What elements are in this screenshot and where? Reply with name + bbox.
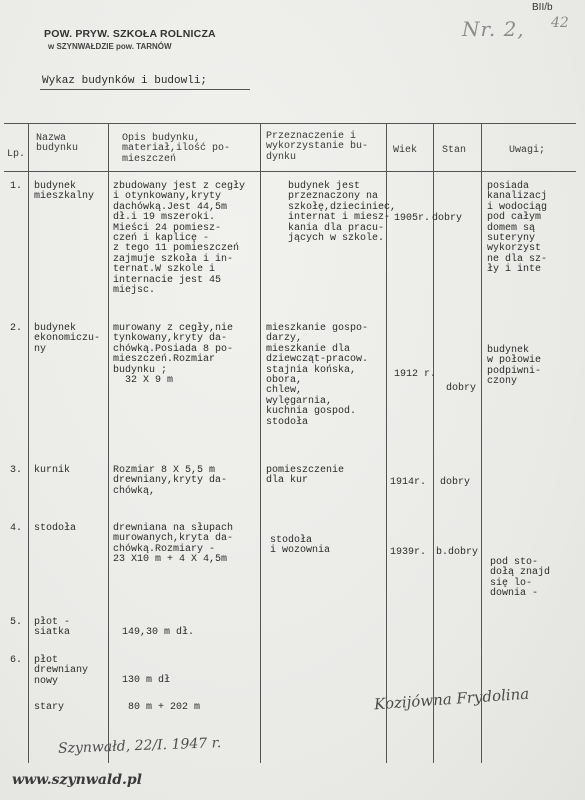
column-header-age: Wiek [393,145,418,156]
row-2-notes: budynek w połowie podpiwni- czony [487,345,542,388]
row-2-state: dobry [446,383,477,394]
title-underline [40,89,250,90]
row-4-notes: pod sto- dołą znajd się lo- downia - [490,557,551,600]
row-2-age: 1912 r. [394,369,437,380]
page-number: 42 [551,15,569,31]
row-1-name: budynek mieszkalny [34,181,95,203]
row-1-purpose: budynek jest przeznaczony na szkołę,dzieciniec, internat i miesz- kania dla pracu- jących w szkole. [288,181,397,245]
row-2-lp: 2. [10,323,23,334]
row-6-name: płot drewniany nowy [34,655,89,687]
row-5-lp: 5. [10,617,23,628]
row-6-lp: 6. [10,655,23,666]
column-divider [108,123,109,763]
row-2-purpose: mieszkanie gospo- darzy, mieszkanie dla dziewcząt-pracow. stajnia końska, obora, chlew, wylęgarnia, kuchnia gospod. stodoła [266,323,369,428]
row-1-lp: 1. [10,181,23,192]
row-2-description: murowany z cegły,nie tynkowany,kryty da- chówką.Posiada 8 po- mieszczeń.Rozmiar budynku ; 32 X 9 m [113,323,234,387]
row-3-state: dobry [440,477,471,488]
row-1-age: 1905r. [394,213,431,224]
column-header-lp: Lp. [7,149,26,160]
table-header-divider [4,171,576,172]
handwritten-date: Szynwałd, 22/I. 1947 r. [57,735,222,757]
row-5-description: 149,30 m dł. [122,627,195,638]
page-title: Wykaz budynków i budowli; [42,75,208,87]
row-4-age: 1939r. [390,547,427,558]
row-4-state: b.dobry [436,547,479,558]
school-stamp-name: POW. PRYW. SZKOŁA ROLNICZA [44,28,216,40]
row-2-name: budynek ekonomiczu- ny [34,323,101,355]
column-header-name: Nazwa budynku [36,133,79,155]
column-header-notes: Uwagi; [509,145,546,156]
row-3-age: 1914r. [390,477,427,488]
document-number: Nr. 2, [462,17,525,41]
column-divider [481,123,482,763]
row-4-lp: 4. [10,523,23,534]
school-stamp-location: w SZYNWAŁDZIE pow. TARNÓW [48,42,172,51]
column-header-description: Opis budynku, materiał,ilość po- mieszczeń [122,133,231,165]
row-3-lp: 3. [10,465,23,476]
row-5-name: płot - siatka [34,617,71,639]
column-divider [260,123,261,763]
row-6-description: 130 m dł [122,675,171,686]
row-1-notes: posiada kanalizacj i wodociąg pod całym domem są suteryny wykorzyst ne dla sz- ły i inte [487,181,548,276]
row-1-state: dobry [432,213,463,224]
table-top-border [4,123,576,124]
row-4-name: stodoła [34,523,77,534]
row-3-purpose: pomieszczenie dla kur [266,465,345,487]
row-7-description: 80 m + 202 m [128,702,201,713]
handwritten-signature: Kozijówna Frydolina [373,684,530,714]
row-3-description: Rozmiar 8 X 5,5 m drewniany,kryty da- chówką, [113,465,228,497]
column-divider [28,123,29,763]
archive-corner-mark: BII/b [532,2,553,13]
row-4-purpose: stodoła i wozownia [270,535,331,557]
row-4-description: drewniana na słupach murowanych,kryta da- chówką.Rozmiary - 23 X10 m + 4 X 4,5m [113,523,234,566]
row-3-name: kurnik [34,465,71,476]
column-header-purpose: Przeznaczenie i wykorzystanie bu- dynku [266,131,369,163]
row-7-name: stary [34,702,65,713]
column-header-state: Stan [442,145,467,156]
website-watermark: www.szynwald.pl [12,772,142,788]
row-1-description: zbudowany jest z cegły i otynkowany,kryty dachówką.Jest 44,5m dł.i 19 mszeroki. Mieści 24 pomiesz- czeń i kaplicę - z tego 11 pomieszczeń zajmuje szkoła i in- ternat.W szkole i internacie jest 45 miejsc. [113,181,246,297]
